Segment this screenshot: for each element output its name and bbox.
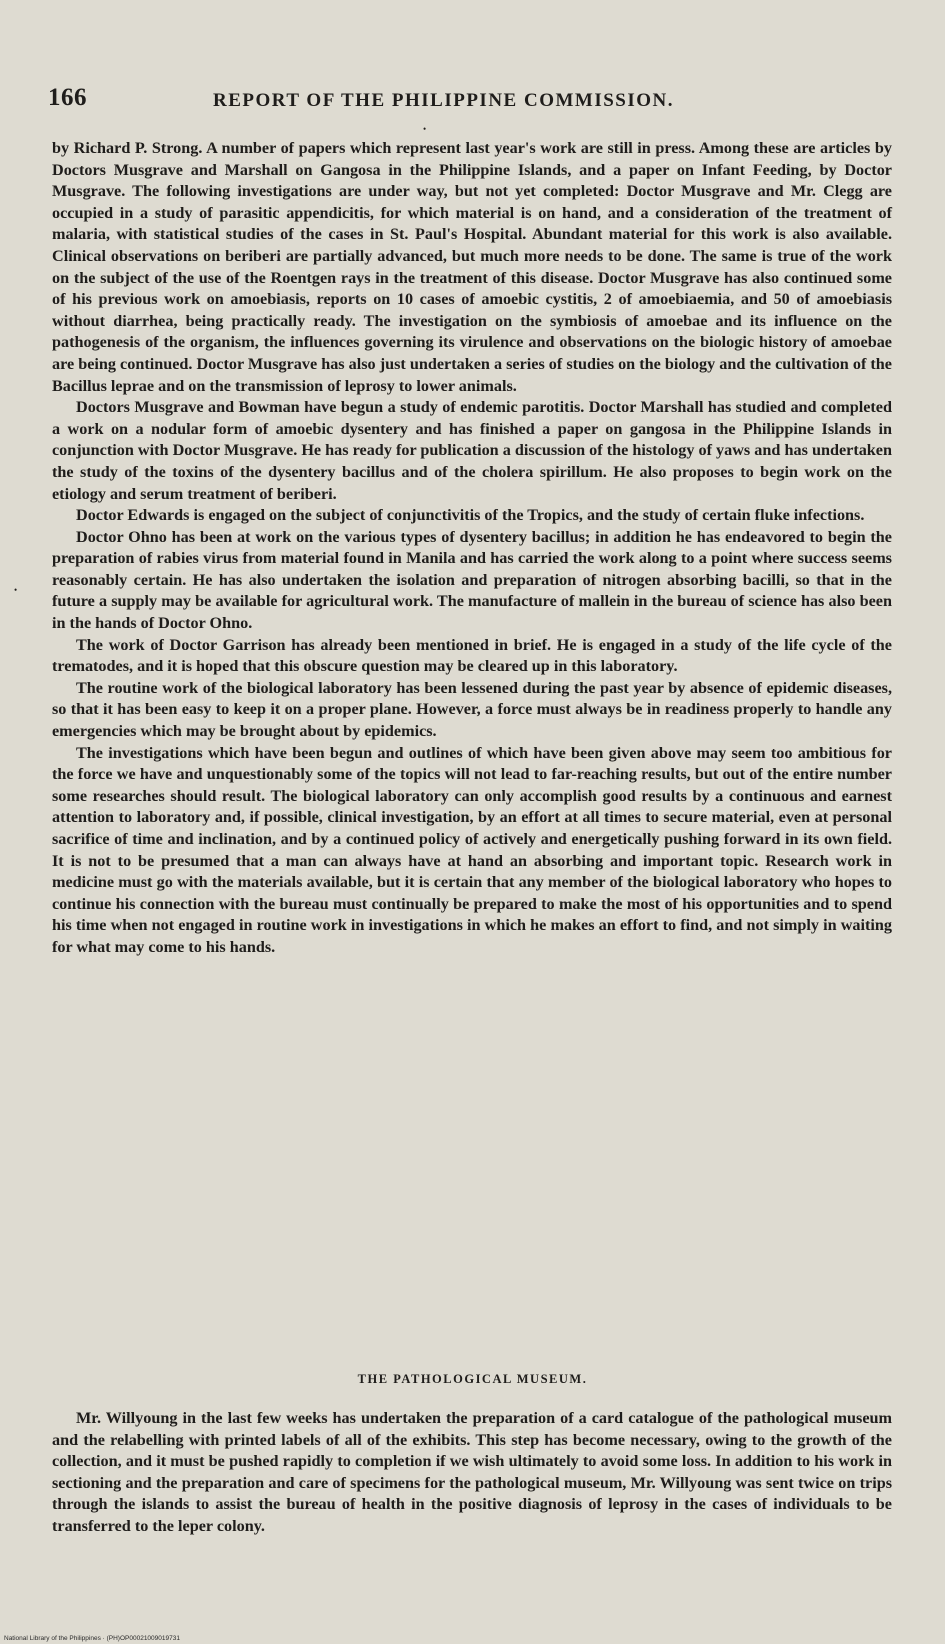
margin-mark: • bbox=[14, 585, 18, 595]
paragraph: Doctor Ohno has been at work on the various types of dysentery bacillus; in addition he has endeavored to begin the preparation of rabies virus from material found in Manila and has carried the work along to a point where success seems reasonably certain. He has also undertaken the isolation and preparation of nitrogen absorbing bacilli, so that in the future a supply may be available for agricultural work. The manufacture of mallein in the bureau of science has also been in the hands of Doctor Ohno. bbox=[52, 527, 892, 633]
paragraph: Doctor Edwards is engaged on the subject of conjunctivitis of the Tropics, and the study of certain fluke infections. bbox=[76, 506, 865, 525]
paragraph: The routine work of the biological laboratory has been lessened during the past year by absence of epidemic diseases, so that it has been easy to keep it on a proper plane. However, a force must always be in readiness properly to handle any emergencies which may be brought about by epidemics. bbox=[52, 678, 892, 741]
ink-mark: • bbox=[423, 124, 427, 134]
paragraph: The work of Doctor Garrison has already been mentioned in brief. He is engaged in a study of the life cycle of the trematodes, and it is hoped that this obscure question may be cleared up in this laboratory. bbox=[52, 635, 892, 676]
paragraph: Mr. Willyoung in the last few weeks has undertaken the preparation of a card catalogue of the pathological museum and the relabelling with printed labels of all of the exhibits. This step has become necessary, owing to the growth of the collection, and it must be pushed rapidly to completion if we wish ultimately to avoid some loss. In addition to his work in sectioning and the preparation and care of specimens for the pathological museum, Mr. Willyoung was sent twice on trips through the islands to assist the bureau of health in the positive diagnosis of leprosy in the cases of individuals to be transferred to the leper colony. bbox=[52, 1409, 892, 1535]
archive-footer: National Library of the Philippines · (PH)OP00021009019731 bbox=[4, 1635, 180, 1642]
section-heading: THE PATHOLOGICAL MUSEUM. bbox=[357, 1372, 588, 1386]
page-header bbox=[48, 84, 898, 124]
page-number: 166 bbox=[48, 84, 87, 111]
paragraph: by Richard P. Strong. A number of papers which represent last year's work are still in press. Among these are articles by Doctors Musgrave and Marshall on Gangosa in the Philippine Islands, and a paper on Infant Feeding, by Doctor Musgrave. The following investigations are under way, but not yet completed: Doctor Musgrave and Mr. Clegg are occupied in a study of parasitic appendicitis, for which material is on hand, and a consideration of the treatment of malaria, with statistical studies of the cases in St. Paul's Hospital. Abundant material for this work is also available. Clinical observations on beriberi are partially advanced, but much more needs to be done. The same is true of the work on the subject of the use of the Roentgen rays in the treatment of this disease. Doctor Musgrave has also continued some of his previous work on amoebiasis, reports on 10 cases of amoebic cystitis, 2 of amoebiaemia, and 50 of amoebiasis without diarrhea, being practically ready. The investigation on the symbiosis of amoebae and its influence on the pathogenesis of the organism, the influences governing its virulence and observations on the biologic history of amoebae are being continued. Doctor Musgrave has also just undertaken a series of studies on the biology and the cultivation of the Bacillus leprae and on the transmission of leprosy to lower animals. bbox=[52, 139, 892, 395]
paragraph: The investigations which have been begun and outlines of which have been given above may seem too ambitious for the force we have and unquestionably some of the topics will not lead to far-reaching results, but out of the entire number some researches should result. The biological laboratory can only accomplish good results by a continuous and earnest attention to laboratory and, if possible, clinical investigation, by an effort at all times to secure material, even at personal sacrifice of time and inclination, and by a continued policy of actively and energetically pushing forward in its own field. It is not to be presumed that a man can always have at hand an absorbing and important topic. Research work in medicine must go with the materials available, but it is certain that any member of the biological laboratory who hopes to continue his connection with the bureau must continually be prepared to make the most of his opportunities and to spend his time when not engaged in routine work in investigations in which he makes an effort to find, and not simply in waiting for what may come to his hands. bbox=[52, 743, 892, 956]
section-body-text bbox=[52, 1408, 892, 1538]
running-title: REPORT OF THE PHILIPPINE COMMISSION. bbox=[213, 90, 675, 111]
body-text bbox=[52, 138, 892, 959]
paragraph: Doctors Musgrave and Bowman have begun a study of endemic parotitis. Doctor Marshall has studied and completed a work on a nodular form of amoebic dysentery and has finished a paper on gangosa in the Philippine Islands in conjunction with Doctor Musgrave. He has ready for publication a discussion of the histology of yaws and has undertaken the study of the toxins of the dysentery bacillus and of the cholera spirillum. He also proposes to begin work on the etiology and serum treatment of beriberi. bbox=[52, 398, 892, 503]
